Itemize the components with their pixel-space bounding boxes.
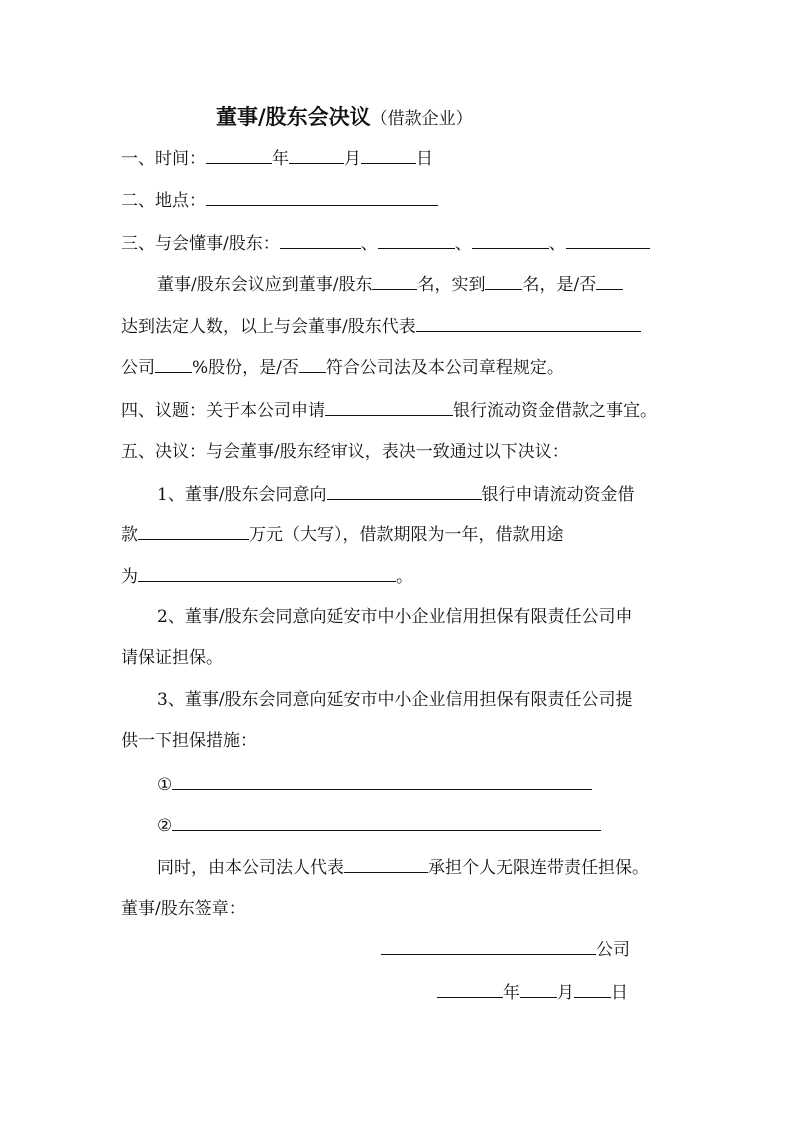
sign-month-blank[interactable] xyxy=(520,980,557,998)
place-line xyxy=(121,188,438,212)
resolution-text: 银行申请流动资金借 xyxy=(481,485,635,505)
attendees-label: 三、与会懂事/股东： xyxy=(121,234,280,254)
resolution-2-line-2 xyxy=(121,646,223,670)
resolution-text: 1、董事/股东会同意向 xyxy=(157,485,327,505)
quorum-line-3 xyxy=(121,355,564,379)
month-label: 月 xyxy=(344,149,361,169)
resolution-text: 万元（大写），借款期限为一年，借款用途 xyxy=(249,525,564,545)
sign-year-label: 年 xyxy=(503,983,520,1003)
separator: 、 xyxy=(360,234,378,254)
representative-blank[interactable] xyxy=(416,314,641,332)
resolution-text: 供一下担保措施： xyxy=(121,731,257,751)
loan-bank-blank[interactable] xyxy=(327,482,482,500)
place-label: 二、地点： xyxy=(121,191,206,211)
document-title xyxy=(216,102,473,134)
title-main: 董事/股东会决议 xyxy=(216,105,371,129)
quorum-text: %股份，是/否 xyxy=(192,358,299,378)
quorum-text: 董事/股东会议应到董事/股东 xyxy=(157,275,373,295)
resolution-1-line-1 xyxy=(157,482,635,506)
attendee-blank-3[interactable] xyxy=(472,231,549,249)
signature-date-line xyxy=(437,980,628,1004)
measure-2-line xyxy=(157,813,601,837)
present-count-blank[interactable] xyxy=(485,272,522,290)
signature-label: 董事/股东签章： xyxy=(121,899,246,919)
resolution-text: 为 xyxy=(121,567,138,587)
resolution-1-line-3 xyxy=(121,564,413,588)
attendee-blank-4[interactable] xyxy=(566,231,650,249)
quorum-line-1 xyxy=(157,272,623,296)
signature-label-line xyxy=(121,897,246,921)
quorum-text: 公司 xyxy=(121,358,155,378)
bank-blank[interactable] xyxy=(325,398,453,416)
legal-rep-blank[interactable] xyxy=(344,855,428,873)
time-label: 一、时间： xyxy=(121,149,206,169)
attendee-blank-2[interactable] xyxy=(378,231,455,249)
separator: 、 xyxy=(548,234,566,254)
attendees-line xyxy=(121,231,650,255)
day-blank[interactable] xyxy=(361,146,416,164)
month-blank[interactable] xyxy=(289,146,344,164)
quorum-line-2 xyxy=(121,314,641,338)
sign-day-label: 日 xyxy=(611,983,628,1003)
share-percent-blank[interactable] xyxy=(155,355,192,373)
resolution-heading xyxy=(121,440,569,464)
resolution-label: 五、决议：与会董事/股东经审议，表决一致通过以下决议： xyxy=(121,442,569,462)
quorum-text: 达到法定人数，以上与会董事/股东代表 xyxy=(121,317,416,337)
resolution-2-line-1 xyxy=(157,605,633,629)
circled-one-marker: ① xyxy=(157,775,173,795)
sign-day-blank[interactable] xyxy=(574,980,611,998)
resolution-3-line-2 xyxy=(121,729,257,753)
quorum-text: 名，实到 xyxy=(417,275,486,295)
resolution-text: 3、董事/股东会同意向延安市中小企业信用担保有限责任公司提 xyxy=(157,690,633,710)
topic-line xyxy=(121,398,657,422)
compliance-blank[interactable] xyxy=(299,355,326,373)
resolution-text: 。 xyxy=(396,567,413,587)
loan-purpose-blank[interactable] xyxy=(138,564,396,582)
year-label: 年 xyxy=(272,149,289,169)
separator: 、 xyxy=(454,234,472,254)
title-subtitle: （借款企业） xyxy=(370,109,473,129)
circled-two-marker: ② xyxy=(157,816,173,836)
attendee-blank-1[interactable] xyxy=(280,231,361,249)
place-blank[interactable] xyxy=(206,188,438,206)
company-name-blank[interactable] xyxy=(381,937,596,955)
topic-text: 银行流动资金借款之事宜。 xyxy=(453,401,657,421)
required-count-blank[interactable] xyxy=(372,272,417,290)
guarantee-line xyxy=(157,855,649,879)
measure-1-blank[interactable] xyxy=(172,772,592,790)
measure-2-blank[interactable] xyxy=(172,813,601,831)
resolution-1-line-2 xyxy=(121,522,564,546)
resolution-3-line-1 xyxy=(157,688,633,712)
topic-text: 四、议题：关于本公司申请 xyxy=(121,401,325,421)
guarantee-text: 承担个人无限连带责任担保。 xyxy=(428,858,649,878)
quorum-text: 符合公司法及本公司章程规定。 xyxy=(325,358,564,378)
resolution-text: 请保证担保。 xyxy=(121,648,223,668)
yes-no-blank[interactable] xyxy=(596,272,623,290)
year-blank[interactable] xyxy=(206,146,272,164)
resolution-text: 款 xyxy=(121,525,138,545)
sign-month-label: 月 xyxy=(557,983,574,1003)
loan-amount-blank[interactable] xyxy=(138,522,249,540)
sign-year-blank[interactable] xyxy=(437,980,503,998)
guarantee-text: 同时，由本公司法人代表 xyxy=(157,858,344,878)
company-label: 公司 xyxy=(596,940,630,960)
day-label: 日 xyxy=(416,149,433,169)
company-line xyxy=(381,937,630,961)
quorum-text: 名，是/否 xyxy=(522,275,597,295)
measure-1-line xyxy=(157,772,592,796)
time-line xyxy=(121,146,433,170)
resolution-text: 2、董事/股东会同意向延安市中小企业信用担保有限责任公司申 xyxy=(157,607,633,627)
